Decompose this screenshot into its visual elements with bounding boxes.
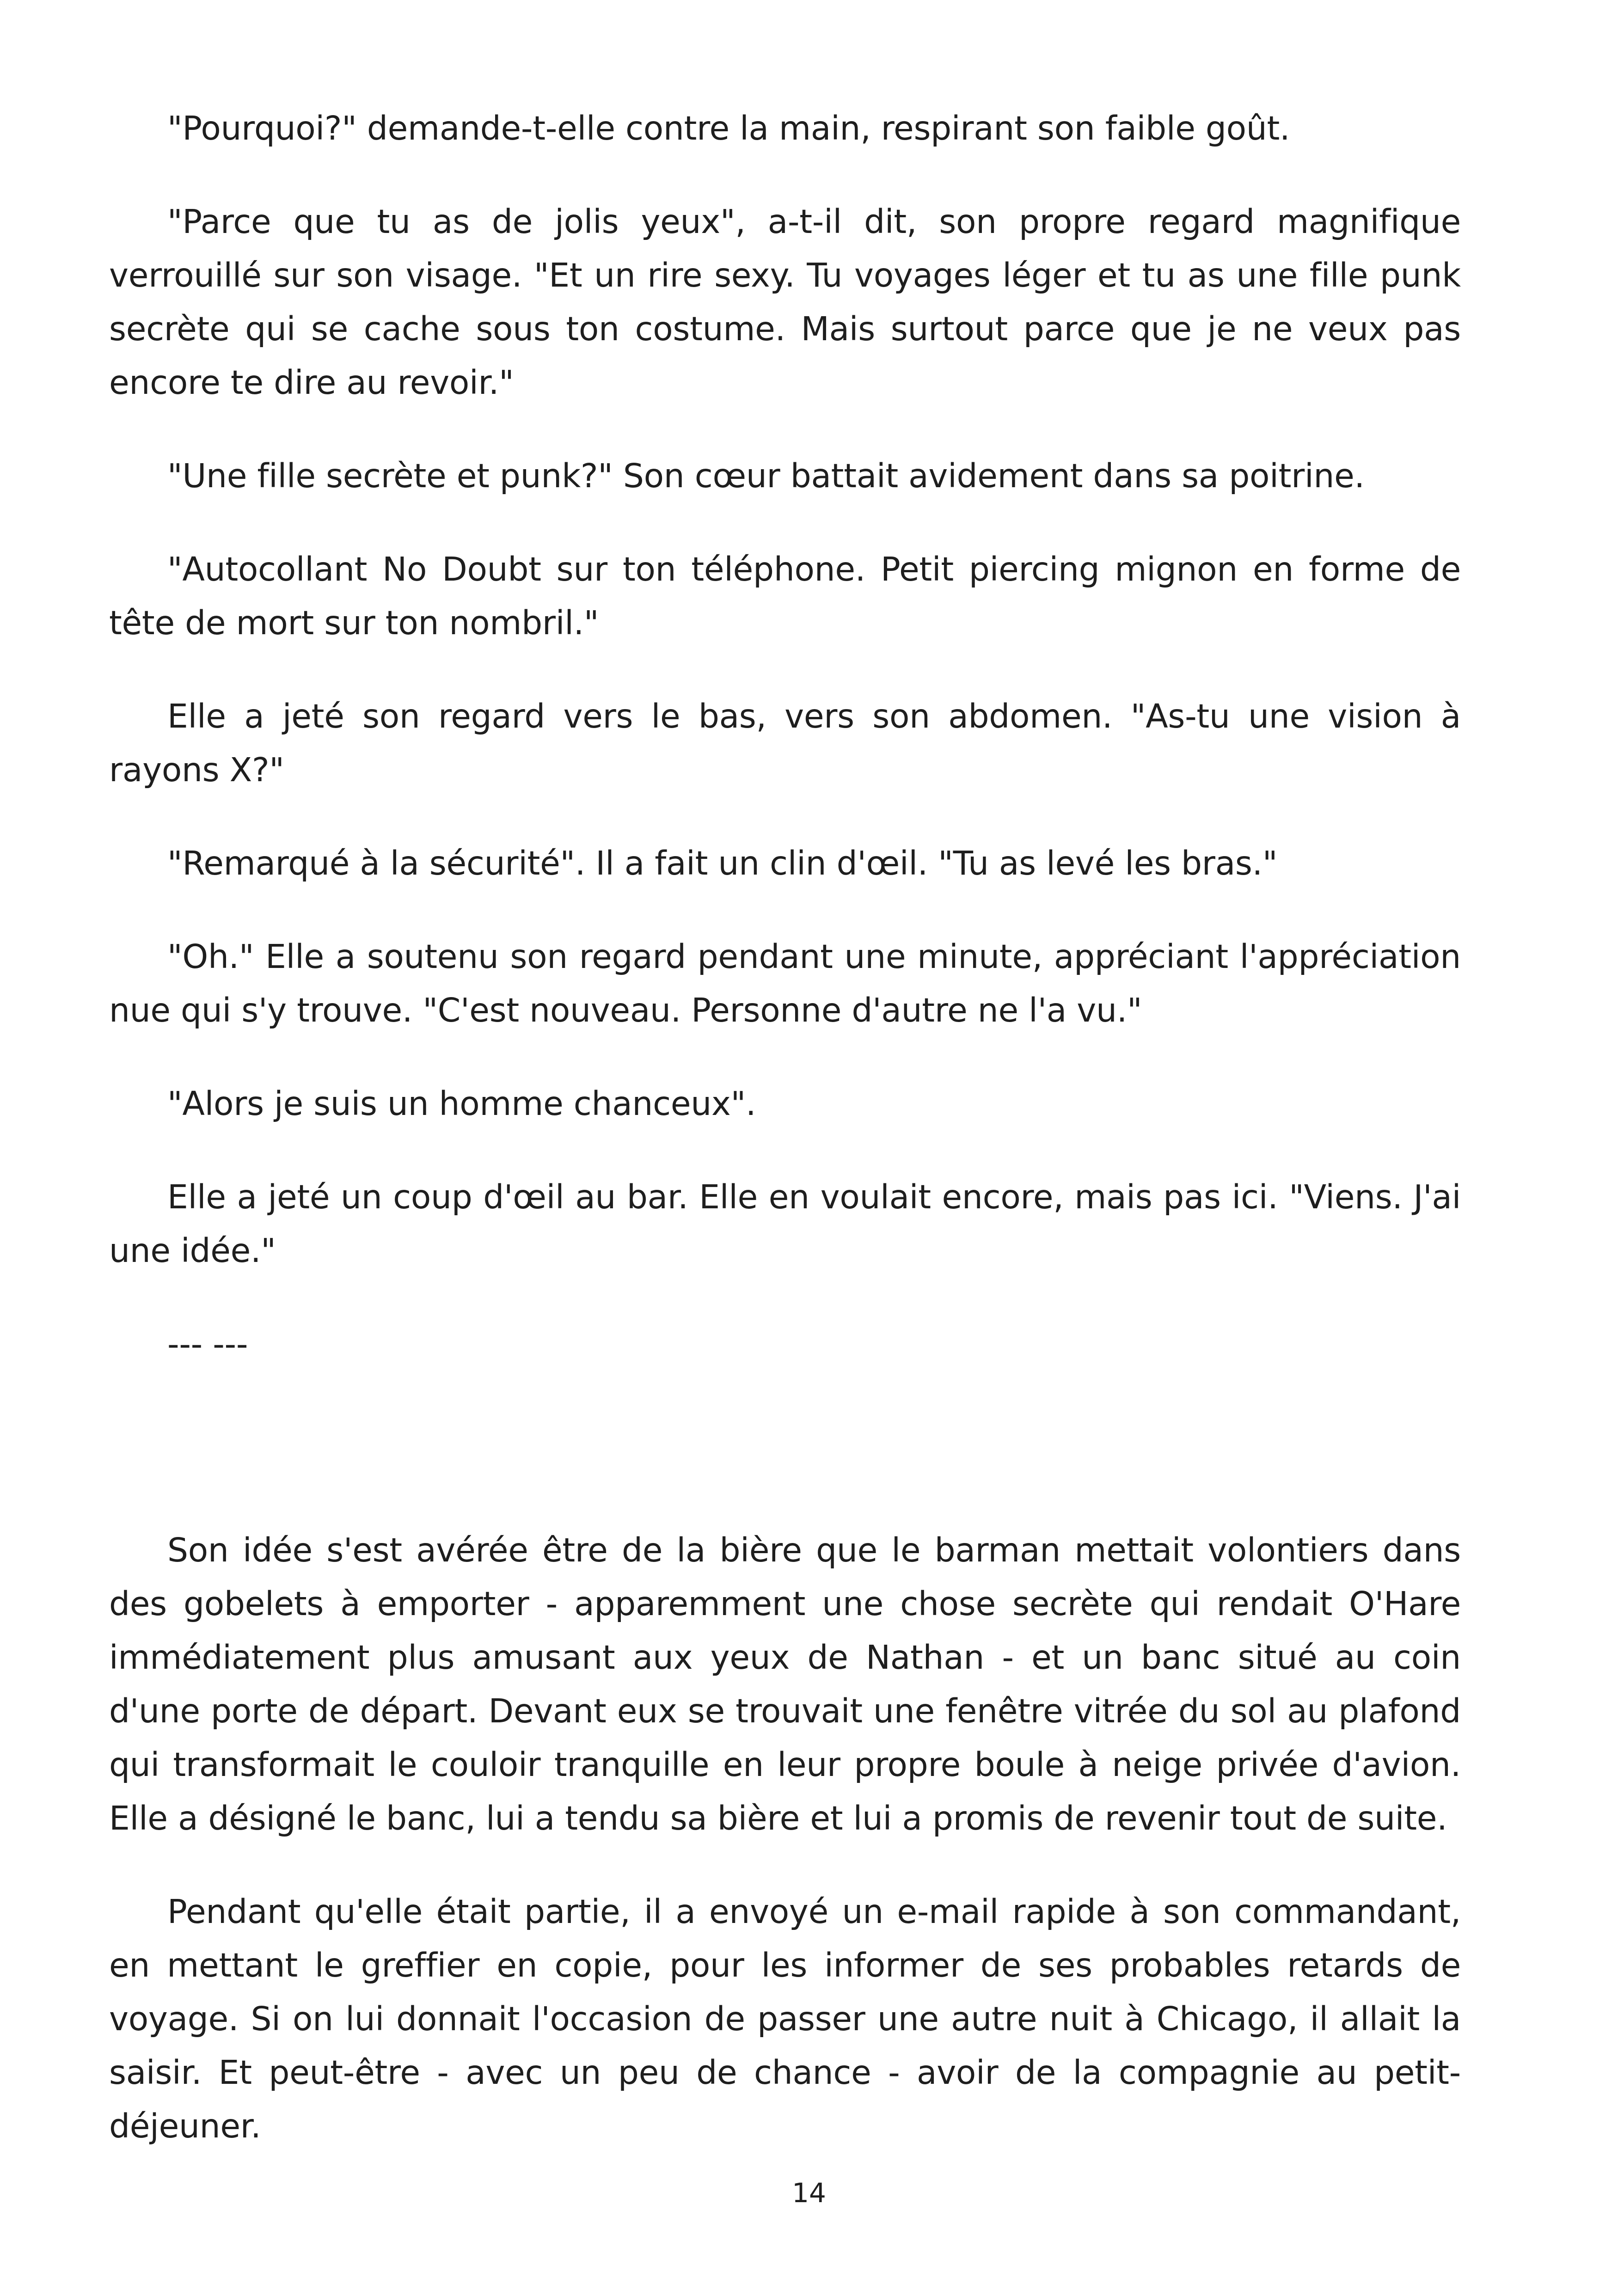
scene-break-gap	[109, 1411, 1461, 1524]
page-number: 14	[792, 2177, 826, 2209]
paragraph: Elle a jeté son regard vers le bas, vers son abdomen. "As-tu une vision à rayons X?"	[109, 697, 1461, 789]
scene-separator: --- ---	[167, 1325, 248, 1363]
paragraph: Pendant qu'elle était partie, il a envoyé un e-mail rapide à son commandant, en mettant le greffier en copie, pour les informer de ses probables retards de voyage. Si on lui donnait l'occasion de passer une autre nuit à Chicago, il allait la saisir. Et peut-être - avec un peu de chance - avoir de la compagnie au petit-déjeuner.	[109, 1892, 1461, 2145]
paragraph: "Une fille secrète et punk?" Son cœur battait avidement dans sa poitrine.	[167, 457, 1365, 495]
paragraph: "Alors je suis un homme chanceux".	[167, 1084, 756, 1123]
paragraph: "Autocollant No Doubt sur ton téléphone. Petit piercing mignon en forme de tête de mort sur ton nombril."	[109, 550, 1461, 642]
paragraph: "Oh." Elle a soutenu son regard pendant une minute, appréciant l'appréciation nue qui s'y trouve. "C'est nouveau. Personne d'autre ne l'a vu."	[109, 937, 1461, 1029]
paragraph: Son idée s'est avérée être de la bière que le barman mettait volontiers dans des gobelets à emporter - apparemment une chose secrète qui rendait O'Hare immédiatement plus amusant aux yeux de Nathan - et un banc situé au coin d'une porte de départ. Devant eux se trouvait une fenêtre vitrée du sol au plafond qui transformait le couloir tranquille en leur propre boule à neige privée d'avion. Elle a désigné le banc, lui a tendu sa bière et lui a promis de revenir tout de suite.	[109, 1531, 1461, 1837]
paragraph: Elle a jeté un coup d'œil au bar. Elle en voulait encore, mais pas ici. "Viens. J'ai une idée."	[109, 1178, 1461, 1270]
paragraph: "Pourquoi?" demande-t-elle contre la main, respirant son faible goût.	[167, 109, 1290, 147]
paragraph: "Remarqué à la sécurité". Il a fait un clin d'œil. "Tu as levé les bras."	[167, 844, 1278, 882]
body-text	[109, 102, 1461, 2193]
paragraph: "Parce que tu as de jolis yeux", a-t-il dit, son propre regard magnifique verrouillé sur son visage. "Et un rire sexy. Tu voyages léger et tu as une fille punk secrète qui se cache sous ton costume. Mais surtout parce que je ne veux pas encore te dire au revoir."	[109, 202, 1461, 402]
